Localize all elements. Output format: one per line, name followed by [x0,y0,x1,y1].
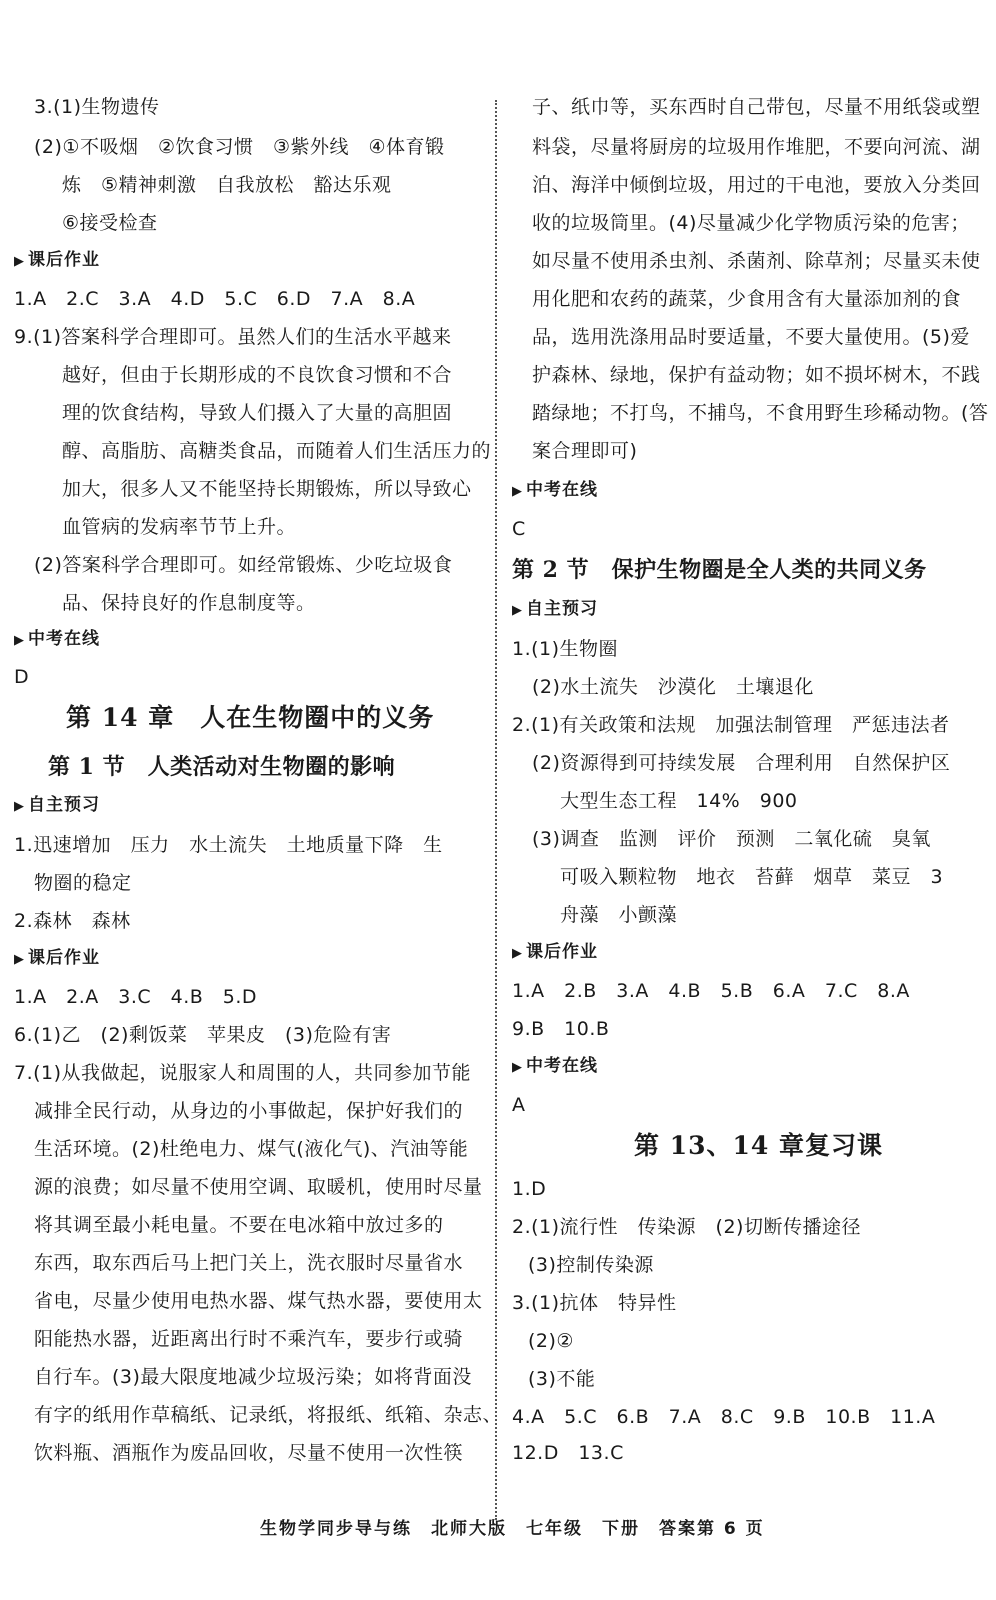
section-title: 第 2 节 保护生物圈是全人类的共同义务 [512,557,927,583]
answer-line: 2.森林 森林 [14,910,131,932]
section-heading: ▶ 中考在线 [512,1056,598,1076]
answer-line: 越好，但由于长期形成的不良饮食习惯和不合 [62,364,453,386]
answer-line: 炼 ⑤精神刺激 自我放松 豁达乐观 [62,174,392,196]
answer-line: 自行车。(3)最大限度地减少垃圾污染；如将背面没 [34,1366,472,1388]
triangle-icon: ▶ [512,484,523,499]
answer-line: 6.(1)乙 (2)剩饭菜 苹果皮 (3)危险有害 [14,1024,392,1046]
answer-line: 理的饮食结构，导致人们摄入了大量的高胆固 [62,402,453,424]
answer-line: 料袋，尽量将厨房的垃圾用作堆肥，不要向河流、湖 [532,136,981,158]
answer-line: 4.A 5.C 6.B 7.A 8.C 9.B 10.B 11.A [512,1406,936,1428]
answer-line: ⑥接受检查 [62,212,158,234]
section-heading: ▶ 自主预习 [512,599,598,619]
triangle-icon: ▶ [14,799,25,814]
answer-line: (3)调查 监测 评价 预测 二氧化硫 臭氧 [532,828,931,850]
triangle-icon: ▶ [14,952,25,967]
answer-line: 将其调至最小耗电量。不要在电冰箱中放过多的 [34,1214,444,1236]
chapter-title: 第 14 章 人在生物圈中的义务 [66,703,435,732]
answer-line: 血管病的发病率节节上升。 [62,516,297,538]
answer-line: 减排全民行动，从身边的小事做起，保护好我们的 [34,1100,464,1122]
answer-line: 1.A 2.B 3.A 4.B 5.B 6.A 7.C 8.A [512,980,910,1002]
answer-line: 1.(1)生物圈 [512,638,619,660]
answer-line: 7.(1)从我做起，说服家人和周围的人，共同参加节能 [14,1062,472,1084]
answer-line: 1.A 2.A 3.C 4.B 5.D [14,986,258,1008]
answer-line: (3)不能 [528,1368,596,1390]
answer-line: 东西，取东西后马上把门关上，洗衣服时尽量省水 [34,1252,464,1274]
triangle-icon: ▶ [14,633,25,648]
answer-line: 物圈的稳定 [34,872,132,894]
answer-line: (2)② [528,1330,574,1352]
answer-line: 踏绿地；不打鸟，不捕鸟，不食用野生珍稀动物。(答 [532,402,989,424]
chapter-title: 第 13、14 章复习课 [634,1131,883,1160]
answer-line: 可吸入颗粒物 地衣 苔藓 烟草 菜豆 3 [560,866,944,888]
answer-line: (2)答案科学合理即可。如经常锻炼、少吃垃圾食 [34,554,453,576]
answer-line: 12.D 13.C [512,1442,624,1464]
section-heading: ▶ 课后作业 [512,942,598,962]
answer-line: 醇、高脂肪、高糖类食品，而随着人们生活压力的 [62,440,492,462]
answer-line: 源的浪费；如尽量不使用空调、取暖机，使用时尽量 [34,1176,483,1198]
column-divider [495,100,497,1520]
page-footer: 生物学同步导与练 北师大版 七年级 下册 答案第 6 页 [260,1519,765,1539]
section-heading: ▶ 课后作业 [14,250,100,270]
answer-line: 3.(1)抗体 特异性 [512,1292,677,1314]
answer-line: D [14,666,30,688]
triangle-icon: ▶ [512,946,523,961]
answer-line: 品、保持良好的作息制度等。 [62,592,316,614]
section-heading: ▶ 自主预习 [14,795,100,815]
answer-line: 省电，尽量少使用电热水器、煤气热水器，要使用太 [34,1290,483,1312]
triangle-icon: ▶ [512,1060,523,1075]
answer-line: 舟藻 小颤藻 [560,904,678,926]
section-heading: ▶ 课后作业 [14,948,100,968]
answer-line: 2.(1)有关政策和法规 加强法制管理 严惩违法者 [512,714,950,736]
answer-line: 1.D [512,1178,547,1200]
section-heading: ▶ 中考在线 [512,480,598,500]
answer-line: 9.(1)答案科学合理即可。虽然人们的生活水平越来 [14,326,452,348]
answer-line: (3)控制传染源 [528,1254,654,1276]
answer-line: 2.(1)流行性 传染源 (2)切断传播途径 [512,1216,861,1238]
answer-line: (2)水土流失 沙漠化 土壤退化 [532,676,814,698]
answer-line: 有字的纸用作草稿纸、记录纸，将报纸、纸箱、杂志、 [34,1404,503,1426]
answer-line: 加大，很多人又不能坚持长期锻炼，所以导致心 [62,478,472,500]
answer-line: (2)资源得到可持续发展 合理利用 自然保护区 [532,752,951,774]
answer-line: 护森林、绿地，保护有益动物；如不损坏树木，不践 [532,364,981,386]
answer-line: 阳能热水器，近距离出行时不乘汽车，要步行或骑 [34,1328,464,1350]
answer-line: 泊、海洋中倾倒垃圾，用过的干电池，要放入分类回 [532,174,981,196]
section-heading: ▶ 中考在线 [14,629,100,649]
answer-line: 用化肥和农药的蔬菜，少食用含有大量添加剂的食 [532,288,962,310]
triangle-icon: ▶ [512,603,523,618]
answer-line: 1.A 2.C 3.A 4.D 5.C 6.D 7.A 8.A [14,288,416,310]
answer-line: 1.迅速增加 压力 水土流失 土地质量下降 生 [14,834,443,856]
answer-line: 9.B 10.B [512,1018,610,1040]
answer-line: 生活环境。(2)杜绝电力、煤气(液化气)、汽油等能 [34,1138,469,1160]
triangle-icon: ▶ [14,254,25,269]
answer-line: 大型生态工程 14% 900 [560,790,798,812]
section-title: 第 1 节 人类活动对生物圈的影响 [48,754,396,780]
answer-line: 案合理即可) [532,440,638,462]
answer-line: 饮料瓶、酒瓶作为废品回收，尽量不使用一次性筷 [34,1442,464,1464]
answer-line: 收的垃圾筒里。(4)尽量减少化学物质污染的危害； [532,212,970,234]
answer-line: C [512,518,526,540]
answer-line: 品，选用洗涤用品时要适量，不要大量使用。(5)爱 [532,326,970,348]
answer-line: 子、纸巾等，买东西时自己带包，尽量不用纸袋或塑 [532,96,981,118]
answer-line: (2)①不吸烟 ②饮食习惯 ③紫外线 ④体育锻 [34,136,445,158]
answer-line: 3.(1)生物遗传 [34,96,160,118]
answer-line: A [512,1094,526,1116]
answer-line: 如尽量不使用杀虫剂、杀菌剂、除草剂；尽量买未使 [532,250,981,272]
